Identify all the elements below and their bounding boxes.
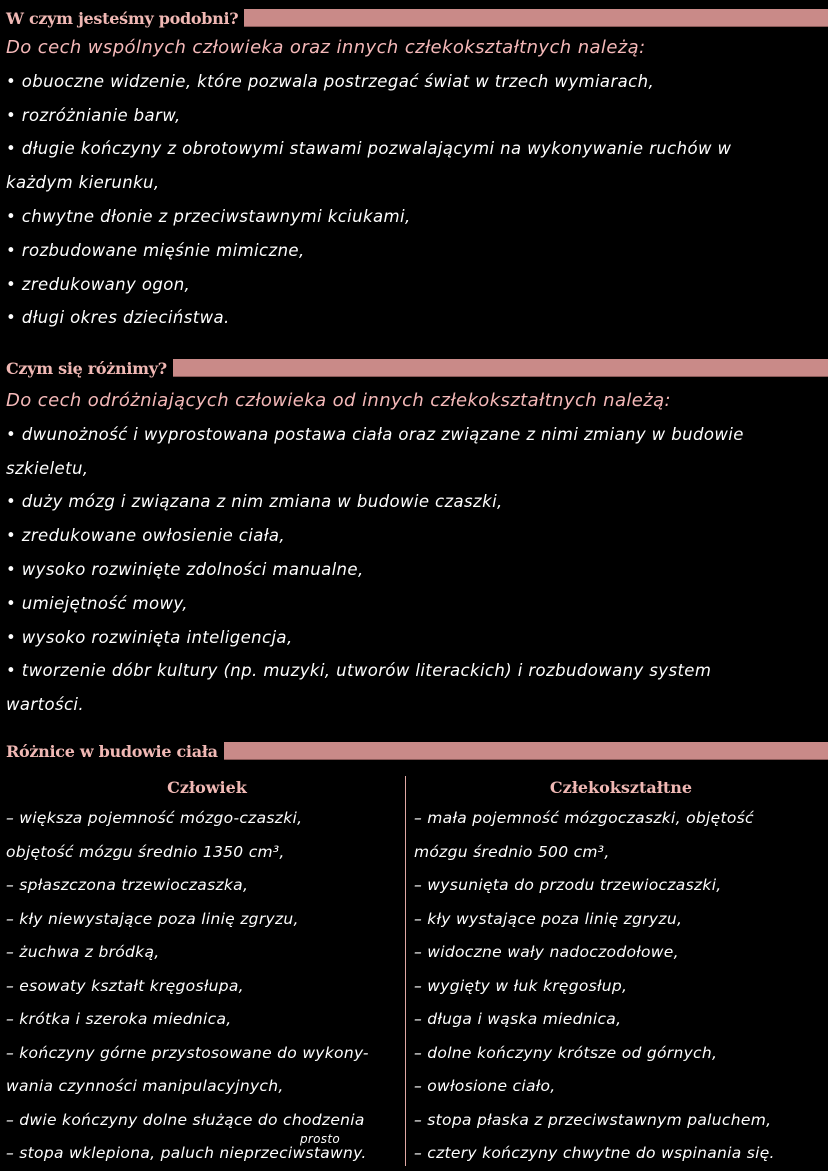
- list-item: szkieletu,: [6, 458, 89, 478]
- cell-text: – esowaty kształt kręgosłupa,: [6, 976, 244, 995]
- comparison-table: [0, 772, 828, 1171]
- table-row: [0, 903, 828, 937]
- cell-apes: – kły wystające poza linię zgryzu,: [414, 909, 683, 928]
- list-item: • rozbudowane mięśnie mimiczne,: [6, 240, 305, 260]
- list-item: • chwytne dłonie z przeciwstawnymi kciukami,: [6, 206, 411, 226]
- list-item: • rozróżnianie barw,: [6, 105, 181, 125]
- list-item: • tworzenie dóbr kultury (np. muzyki, utworów literackich) i rozbudowany system: [6, 661, 712, 681]
- differences-list: [6, 384, 818, 722]
- cell-apes: – stopa płaska z przeciwstawnym paluchem,: [414, 1110, 772, 1129]
- cell-apes: – widoczne wały nadoczodołowe,: [414, 943, 679, 961]
- cell-apes: – długa i wąska miednica,: [414, 1010, 622, 1028]
- list-item: każdym kierunku,: [6, 173, 160, 193]
- table-row: [0, 802, 828, 836]
- table-row: [0, 1037, 828, 1071]
- list-item: • zredukowany ogon,: [6, 274, 191, 294]
- table-row: [0, 1070, 828, 1104]
- cell-human: [0, 1037, 406, 1071]
- table-row: [0, 869, 828, 903]
- similarities-list: [6, 31, 818, 335]
- table-row: [0, 1003, 828, 1037]
- table-row: [0, 1132, 828, 1171]
- cell-text: – dwie kończyny dolne służące do chodzenia: [6, 1110, 365, 1129]
- column-header-human: Człowiek: [167, 777, 247, 797]
- list-item: • długi okres dzieciństwa.: [6, 308, 230, 328]
- intro-line: Do cech wspólnych człowieka oraz innych człekokształtnych należą:: [6, 37, 646, 58]
- cell-apes: – wygięty w łuk kręgosłup,: [414, 976, 628, 995]
- section-heading-differences: [0, 357, 828, 379]
- cell-text: objętość mózgu średnio 1350 cm³,: [6, 842, 285, 861]
- cell-apes: – mała pojemność mózgoczaszki, objętość: [414, 809, 754, 827]
- cell-human: [0, 836, 406, 870]
- annotation: prosto: [300, 1132, 340, 1146]
- table-header: [0, 772, 828, 802]
- list-item: • umiejętność mowy,: [6, 593, 188, 613]
- section-heading-body-differences: [0, 740, 828, 762]
- cell-text: wania czynności manipulacyjnych,: [6, 1077, 284, 1095]
- intro-line: Do cech odróżniających człowieka od innych człekokształtnych należą:: [6, 390, 672, 411]
- list-item: wartości.: [6, 695, 85, 715]
- cell-text: – żuchwa z bródką,: [6, 943, 160, 961]
- heading-text: Różnice w budowie ciała: [6, 741, 218, 761]
- cell-apes: – wysunięta do przodu trzewioczaszki,: [414, 876, 722, 894]
- cell-human: [0, 802, 406, 836]
- section-heading-similarities: [0, 7, 828, 29]
- cell-apes: – cztery kończyny chwytne do wspinania się.: [414, 1144, 775, 1162]
- table-row: [0, 836, 828, 870]
- cell-text: – stopa wklepiona, paluch nieprzeciwstawny.: [6, 1144, 367, 1162]
- heading-text: Czym się różnimy?: [6, 358, 167, 378]
- cell-text: – większa pojemność mózgo-czaszki,: [6, 809, 303, 827]
- cell-text: – krótka i szeroka miednica,: [6, 1010, 232, 1028]
- heading-text: W czym jesteśmy podobni?: [6, 8, 239, 28]
- table-row: [0, 1104, 828, 1138]
- heading-bar: [173, 359, 828, 377]
- cell-human: [0, 1104, 406, 1138]
- list-item: • dwunożność i wyprostowana postawa ciała oraz związane z nimi zmiany w budowie: [6, 424, 744, 444]
- list-item: • duży mózg i związana z nim zmiana w budowie czaszki,: [6, 492, 503, 512]
- cell-text: – spłaszczona trzewioczaszka,: [6, 876, 249, 894]
- heading-bar: [224, 742, 828, 760]
- cell-human: [0, 903, 406, 937]
- cell-human: [0, 970, 406, 1004]
- heading-bar: [244, 9, 828, 27]
- cell-human: [0, 869, 406, 903]
- list-item: • wysoko rozwinięta inteligencja,: [6, 627, 293, 647]
- cell-apes: – owłosione ciało,: [414, 1077, 556, 1095]
- cell-human: [0, 936, 406, 970]
- cell-human: [0, 1132, 406, 1171]
- cell-text: – kły niewystające poza linię zgryzu,: [6, 909, 299, 928]
- cell-human: [0, 1070, 406, 1104]
- cell-text: – kończyny górne przystosowane do wykony-: [6, 1043, 369, 1062]
- list-item: • obuoczne widzenie, które pozwala postrzegać świat w trzech wymiarach,: [6, 71, 655, 91]
- list-item: • wysoko rozwinięte zdolności manualne,: [6, 559, 364, 579]
- list-item: • zredukowane owłosienie ciała,: [6, 526, 286, 546]
- table-row: [0, 970, 828, 1004]
- cell-apes: – dolne kończyny krótsze od górnych,: [414, 1043, 718, 1062]
- table-row: [0, 936, 828, 970]
- list-item: • długie kończyny z obrotowymi stawami pozwalającymi na wykonywanie ruchów w: [6, 139, 732, 159]
- column-header-apes: Człekokształtne: [549, 777, 693, 797]
- cell-human: [0, 1003, 406, 1037]
- cell-apes: mózgu średnio 500 cm³,: [414, 842, 610, 861]
